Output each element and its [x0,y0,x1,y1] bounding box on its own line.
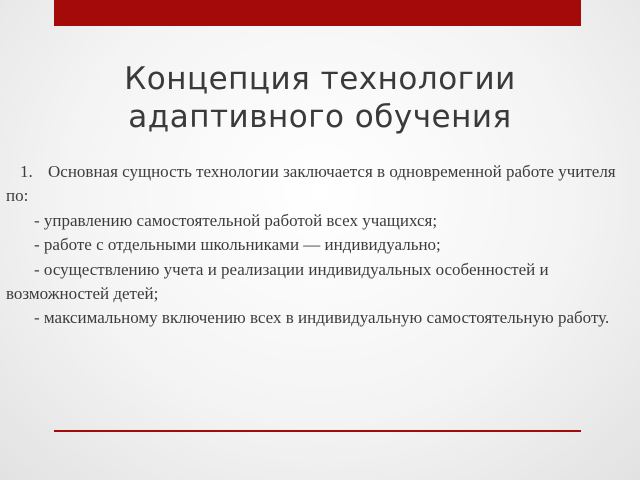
sub-item-4: - максимальному включению всех в индивидуальную самостоятельную работу. [34,308,610,328]
top-accent-bar [54,0,581,26]
slide-body [6,160,636,331]
item-number: 1. [20,162,33,181]
sub-item-3: - осуществлению учета и реализации индивидуальных особенностей и возможностей детей; [6,259,549,304]
bottom-divider [54,430,581,432]
sub-item-2: - работе с отдельными школьниками — индивидуально; [34,235,441,255]
slide-title-line-2: адаптивного обучения [128,99,512,135]
item-text: Основная сущность технологии заключается в одновременной работе учителя по: [6,162,616,206]
numbered-item [6,160,636,209]
slide-title [0,60,640,136]
sub-item-1: - управлению самостоятельной работой всех учащихся; [34,210,438,230]
slide-title-line-1: Концепция технологии [124,61,516,97]
